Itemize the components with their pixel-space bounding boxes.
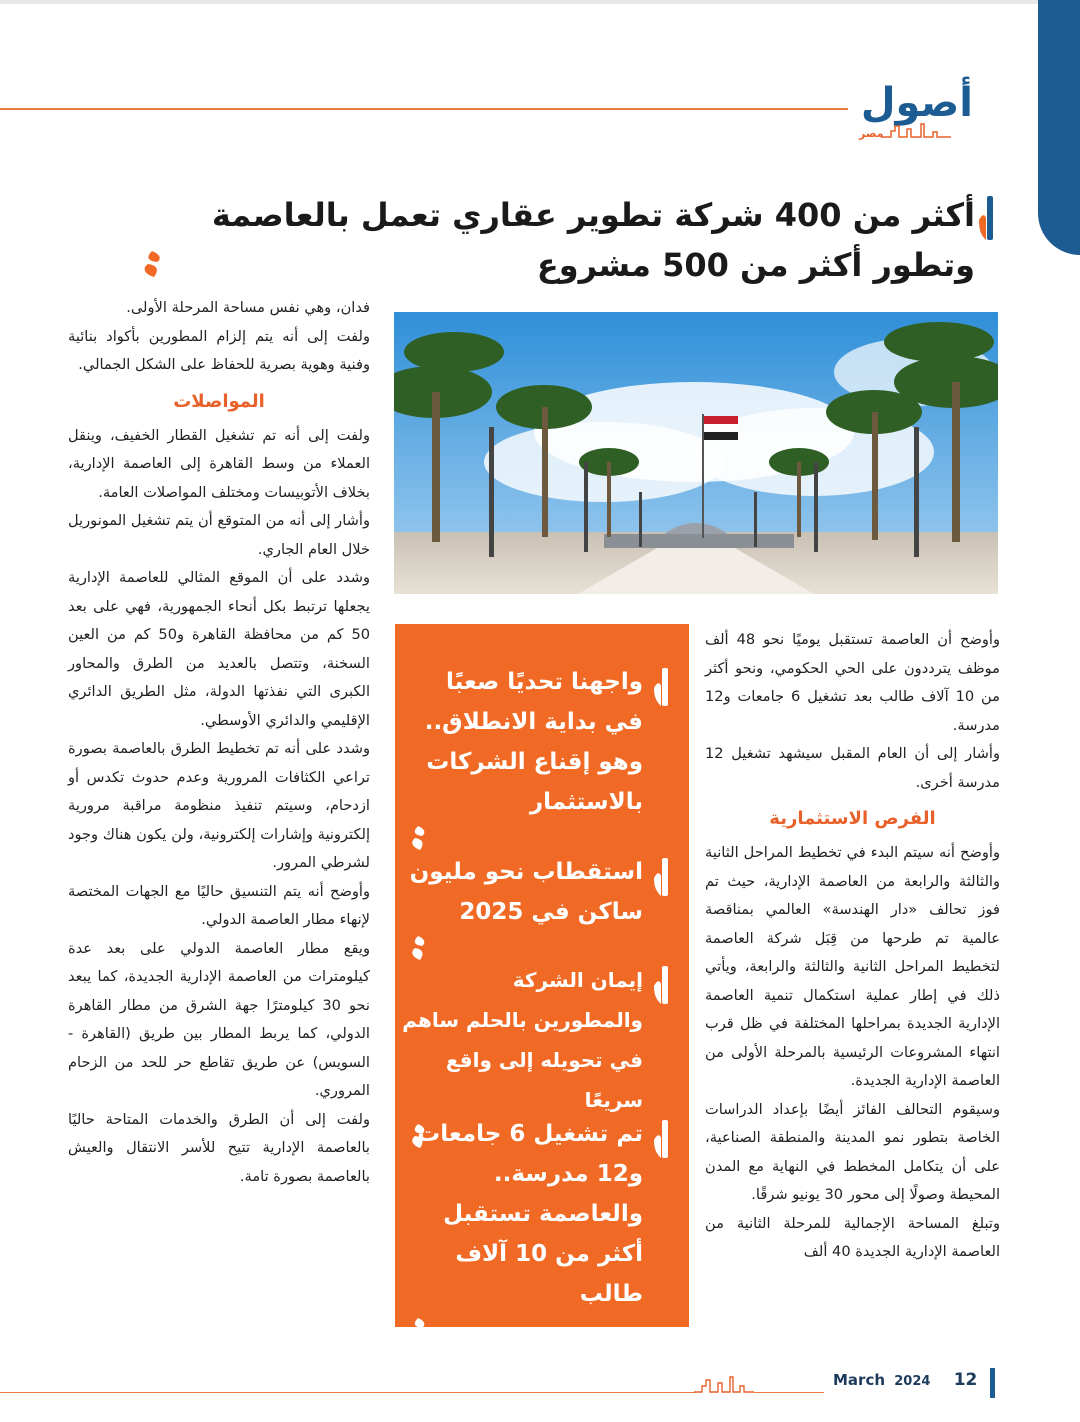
brand-logo [853, 80, 973, 142]
pull-quote-text: تم تشغيل 6 جامعات و12 مدرسة.. والعاصمة تستقبل أكثر من 10 آلاف طالب [417, 1121, 643, 1307]
footer-bar [990, 1368, 995, 1398]
page-footer [833, 1370, 983, 1390]
pull-quote-text: واجهنا تحديًا صعبًا في بداية الانطلاق.. وهو إقناع الشركات بالاستثمار [424, 669, 643, 815]
paragraph: ولفت إلى أن الطرق والخدمات المتاحة حاليًا بالعاصمة الإدارية تتيح للأسر الانتقال والعيش بالعاصمة بصورة تامة. [68, 1110, 370, 1185]
pull-quote [401, 662, 671, 864]
leaf-icon [401, 1316, 671, 1356]
footer-rule [754, 1392, 824, 1393]
skyline-icon [694, 1374, 754, 1394]
paragraph: وأشار إلى أن العام المقبل سيشهد تشغيل 12 مدرسة أخرى. [705, 745, 1000, 791]
headline-marker-icon [976, 194, 996, 244]
footer-month: March [833, 1371, 886, 1389]
brand-logo-sub: مصر [859, 127, 884, 140]
top-rule [0, 0, 1050, 4]
quote-marker-icon [651, 858, 671, 898]
paragraph: وسيقوم التحالف الفائز أيضًا بإعداد الدراسات الخاصة بتطور نمو المدينة والمنطقة الصناعية، على أن يتكامل المخطط في النهاية مع المدن المحيطة وصولًا إلى محور 30 يونيو شرقًا. [705, 1100, 1000, 1203]
article-headline: أكثر من 400 شركة تطوير عقاري تعمل بالعاصمة وتطور أكثر من 500 مشروع [211, 196, 975, 284]
pull-quote-text: إيمان الشركة والمطورين بالحلم ساهم في تحويله إلى واقع سريعًا [402, 968, 643, 1112]
paragraph: وتبلغ المساحة الإجمالية للمرحلة الثانية من العاصمة الإدارية الجديدة 40 ألف [705, 1214, 1000, 1260]
footer-year: 2024 [894, 1374, 931, 1389]
paragraph: فدان، وهي نفس مساحة المرحلة الأولى. [126, 299, 370, 316]
quote-marker-icon [651, 966, 671, 1006]
skyline-icon [881, 122, 951, 138]
page-number: 12 [953, 1370, 978, 1390]
article-column-left [68, 294, 370, 1191]
quote-marker-icon [651, 668, 671, 708]
pull-quote [401, 852, 671, 974]
section-subhead-investment: الفرص الاستثمارية [769, 808, 936, 829]
article-photo [394, 312, 998, 594]
pull-quote [401, 1114, 671, 1356]
pull-quotes-box [395, 624, 689, 1327]
leaf-icon [140, 250, 164, 278]
quote-marker-icon [651, 1120, 671, 1160]
paragraph: ولفت إلى أنه تم تشغيل القطار الخفيف، وينقل العملاء من وسط القاهرة إلى العاصمة الإدارية، بخلاف الأتوبيسات ومختلف المواصلات العامة. [68, 426, 370, 501]
paragraph: ويقع مطار العاصمة الدولي على بعد عدة كيلومترات من العاصمة الإدارية الجديدة، كما يبعد نحو 30 كيلومترًا جهة الشرق من مطار القاهرة الدولي، كما يربط المطار بين طريق (القاهرة - السويس) عن طريق تقاطع حر للحد من الزحام المروري. [68, 939, 370, 1099]
paragraph: وأوضح أنه سيتم البدء في تخطيط المراحل الثانية والثالثة والرابعة من العاصمة الإدارية، حيث تم فوز تحالف «دار الهندسة» العالمي بمناقصة عالمية تم طرحها من قِبَل شركة العاصمة لتخطيط المراحل الثانية والثالثة والرابعة، ويأتي ذلك في إطار عملية استكمال تنمية العاصمة الإدارية الجديدة بمراحلها المختلفة في ظل قرب انتهاء المشروعات الرئيسية بالمرحلة الأولى من العاصمة الإدارية الجديدة. [705, 844, 1000, 1089]
brand-logo-word: أصول [860, 80, 973, 126]
paragraph: وشدد على أن الموقع المثالي للعاصمة الإدارية يجعلها ترتبط بكل أنحاء الجمهورية، فهي على بعد 50 كم من محافظة القاهرة و50 كم من العين السخنة، وتتصل بالعديد من الطرق والمحاور الكبرى التي نفذتها الدولة، مثل الطريق الدائري الإقليمي والدائري الأوسطي. [68, 569, 371, 729]
capital-boulevard-image [394, 312, 998, 594]
paragraph: وأوضح أن العاصمة تستقبل يوميًا نحو 48 ألف موظف يترددون على الحي الحكومي، ونحو أكثر من 10 آلاف طالب بعد تشغيل 6 جامعات و12 مدرسة. [705, 631, 1001, 734]
pull-quote-text: استقطاب نحو مليون ساكن في 2025 [409, 859, 643, 925]
section-subhead-transport: المواصلات [173, 390, 265, 412]
article-column-right [705, 626, 1000, 1267]
footer-rule [0, 1392, 696, 1393]
paragraph: وأشار إلى أنه من المتوقع أن يتم تشغيل المونوريل خلال العام الجاري. [68, 512, 370, 558]
paragraph: وأوضح أنه يتم التنسيق حاليًا مع الجهات المختصة لإنهاء مطار العاصمة الدولي. [68, 882, 370, 928]
corner-tab [1038, 0, 1080, 255]
header-rule [0, 108, 848, 110]
paragraph: ولفت إلى أنه يتم إلزام المطورين بأكواد بنائية وفنية وهوية بصرية للحفاظ على الشكل الجمالي. [68, 327, 370, 373]
paragraph: وشدد على أنه تم تخطيط الطرق بالعاصمة بصورة تراعي الكثافات المرورية وعدم حدوث تكدس أو ازدحام، وسيتم تنفيذ منظومة مراقبة مرورية إلكترونية وإشارات إلكترونية، ولن يكون هناك وجود لشرطي المرور. [68, 740, 370, 871]
